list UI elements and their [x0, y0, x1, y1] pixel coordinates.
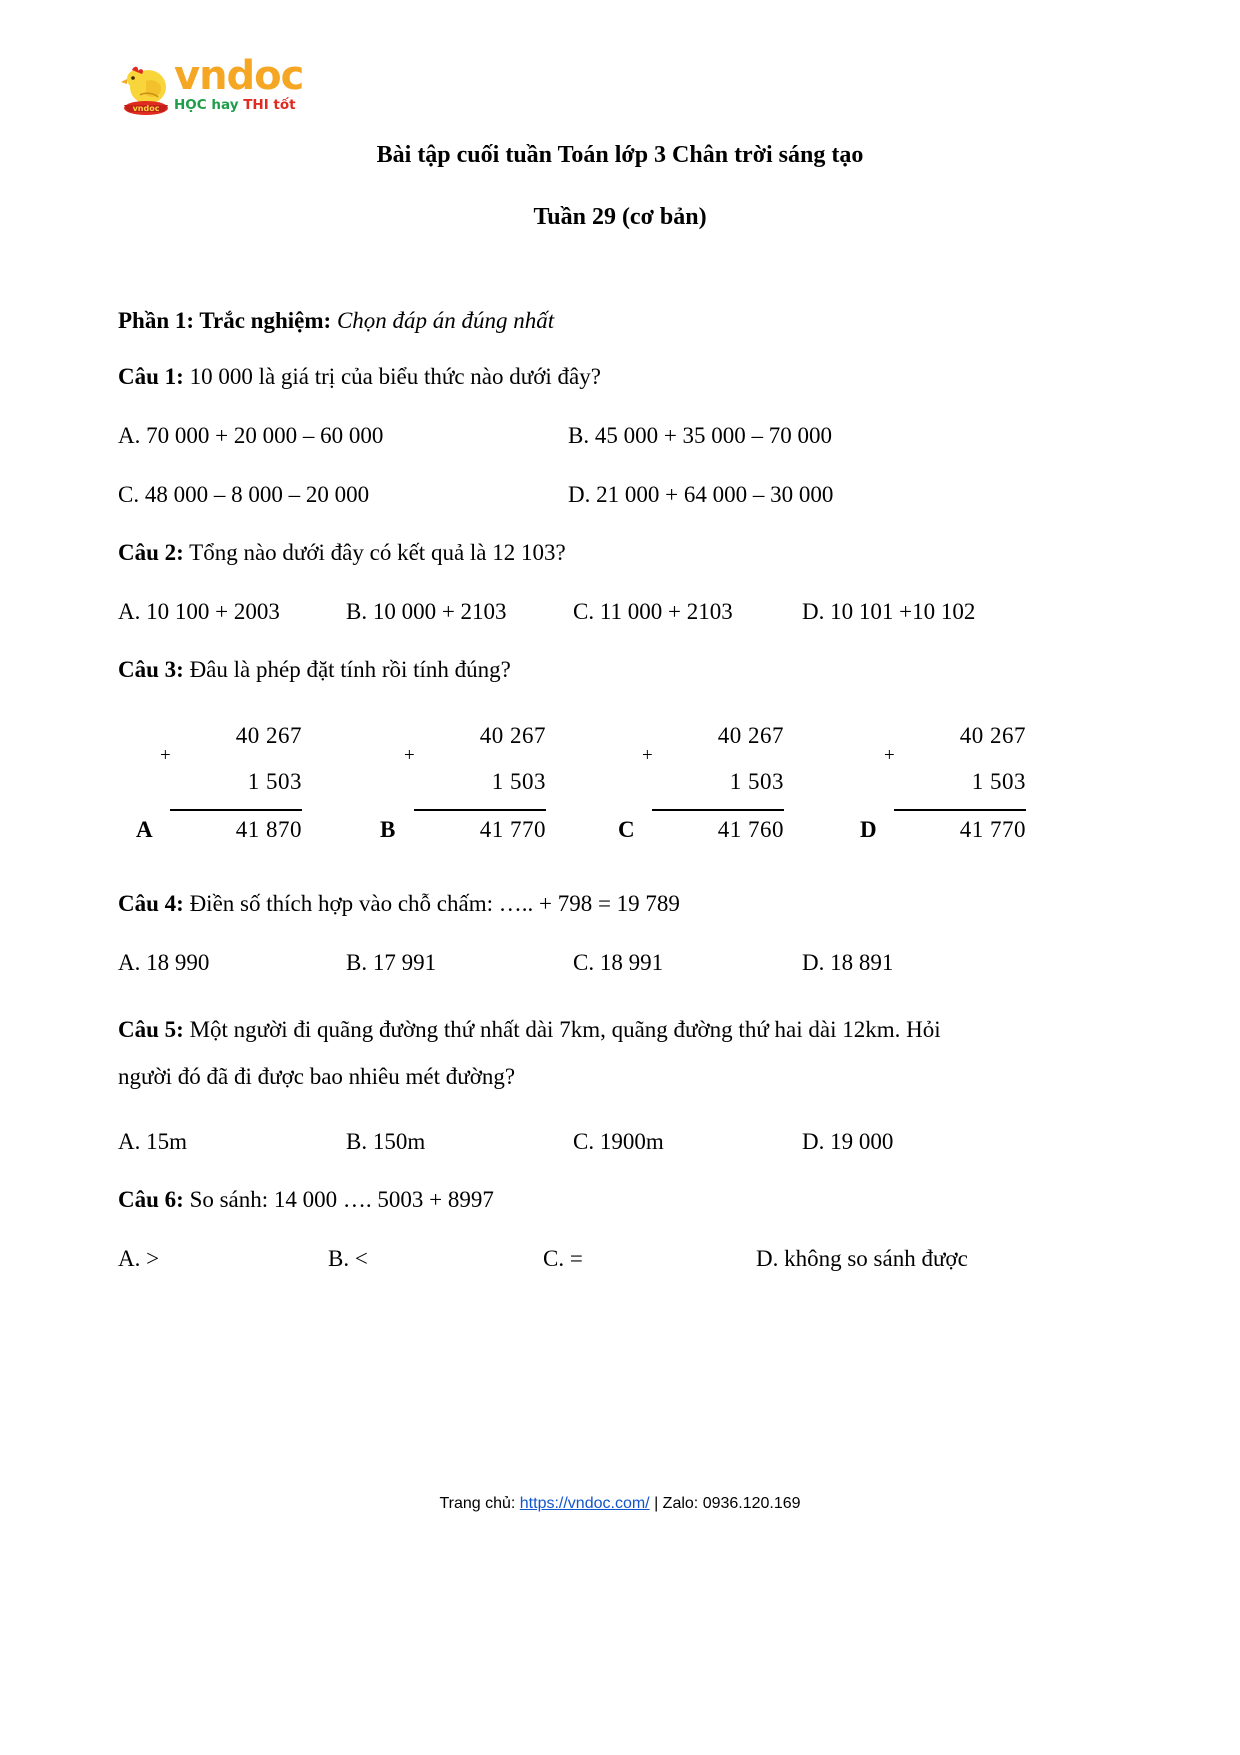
question-5-text: Một người đi quãng đường thứ nhất dài 7km, quãng đường thứ hai dài 12km. Hỏi người đó đã đi được bao nhiêu mét đường? [118, 1017, 941, 1089]
page-subtitle: Tuần 29 (cơ bản) [533, 204, 707, 230]
question-6-option-a[interactable]: A. > [118, 1246, 160, 1271]
question-6-option-b[interactable]: B. < [328, 1246, 368, 1271]
question-4-option-d[interactable]: D. 18 891 [802, 950, 894, 975]
question-6-number: Câu 6: [118, 1187, 184, 1212]
addend2-a: 1 503 [247, 769, 302, 794]
question-5-option-a[interactable]: A. 15m [118, 1129, 187, 1154]
footer-suffix: | Zalo: 0936.120.169 [649, 1495, 801, 1512]
question-6-option-c[interactable]: C. = [543, 1246, 583, 1271]
sum-rule-d [894, 809, 1026, 811]
question-5-options-row [118, 1100, 1122, 1159]
addend1-d: 40 267 [959, 723, 1026, 748]
question-4-option-c[interactable]: C. 18 991 [573, 950, 664, 975]
question-3-number: Câu 3: [118, 657, 184, 682]
question-2-option-a[interactable]: A. 10 100 + 2003 [118, 599, 280, 624]
section-heading [118, 232, 1122, 336]
question-1-options-row-2 [118, 453, 1122, 512]
question-3 [118, 629, 1122, 687]
question-1-option-b[interactable]: B. 45 000 + 35 000 – 70 000 [568, 423, 833, 448]
question-2-number: Câu 2: [118, 540, 184, 565]
sum-rule-c [652, 809, 784, 811]
question-2 [118, 512, 1122, 570]
section-label: Phần 1: Trắc nghiệm: [118, 308, 332, 333]
sum-rule-b [414, 809, 546, 811]
question-1-text: 10 000 là giá trị của biểu thức nào dưới đây? [183, 364, 601, 389]
question-1-option-a[interactable]: A. 70 000 + 20 000 – 60 000 [118, 423, 384, 448]
plus-sign-b: + [404, 745, 415, 766]
sum-label-b: B [380, 817, 396, 842]
page-footer [0, 1495, 1240, 1513]
question-4-option-b[interactable]: B. 17 991 [346, 950, 437, 975]
logo-tagline [174, 98, 308, 113]
question-1 [118, 336, 1122, 394]
question-2-options-row [118, 570, 1122, 629]
question-1-number: Câu 1: [118, 364, 184, 389]
question-1-option-c[interactable]: C. 48 000 – 8 000 – 20 000 [118, 482, 370, 507]
question-3-sum-c[interactable] [610, 713, 810, 863]
addend2-c: 1 503 [729, 769, 784, 794]
question-6-text: So sánh: 14 000 …. 5003 + 8997 [183, 1187, 494, 1212]
question-4-number: Câu 4: [118, 891, 184, 916]
question-1-options-row-1 [118, 394, 1122, 453]
addend2-d: 1 503 [971, 769, 1026, 794]
sum-label-c: C [618, 817, 635, 842]
plus-sign-a: + [160, 745, 171, 766]
sum-total-b: 41 770 [479, 817, 546, 842]
page-title: Bài tập cuối tuần Toán lớp 3 Chân trời sáng tạo [376, 142, 864, 168]
chicken-mascot-icon [118, 61, 174, 117]
mascot-badge-text: vndoc [132, 104, 160, 113]
sum-rule-a [170, 809, 302, 811]
question-6-options-row [118, 1217, 1122, 1276]
question-2-option-d[interactable]: D. 10 101 +10 102 [802, 599, 976, 624]
footer-homepage-link[interactable]: https://vndoc.com/ [519, 1495, 650, 1512]
plus-sign-c: + [642, 745, 653, 766]
question-3-text: Đâu là phép đặt tính rồi tính đúng? [183, 657, 511, 682]
question-4-text: Điền số thích hợp vào chỗ chấm: ….. + 798 = 19 789 [183, 891, 680, 916]
question-5 [118, 980, 998, 1100]
question-3-sum-group [118, 713, 1122, 863]
question-6 [118, 1159, 1122, 1217]
sum-label-d: D [860, 817, 877, 842]
question-2-text: Tổng nào dưới đây có kết quả là 12 103? [183, 540, 566, 565]
logo-tagline-red: THI tốt [243, 97, 296, 113]
sum-total-d: 41 770 [959, 817, 1026, 842]
plus-sign-d: + [884, 745, 895, 766]
question-3-sum-b[interactable] [372, 713, 572, 863]
question-5-number: Câu 5: [118, 1017, 184, 1042]
question-2-option-b[interactable]: B. 10 000 + 2103 [346, 599, 507, 624]
addend2-b: 1 503 [491, 769, 546, 794]
question-5-option-b[interactable]: B. 150m [346, 1129, 426, 1154]
question-3-sum-a[interactable] [128, 713, 328, 863]
addend1-c: 40 267 [717, 723, 784, 748]
logo-tagline-green: HỌC hay [174, 97, 244, 113]
question-5-option-d[interactable]: D. 19 000 [802, 1129, 894, 1154]
section-instruction: Chọn đáp án đúng nhất [331, 308, 555, 333]
logo-brand-text: vndoc [174, 53, 304, 99]
question-5-option-c[interactable]: C. 1900m [573, 1129, 664, 1154]
question-1-option-d[interactable]: D. 21 000 + 64 000 – 30 000 [568, 482, 834, 507]
question-4 [118, 863, 1122, 921]
vndoc-logo[interactable] [118, 55, 308, 121]
logo-text-group [174, 55, 308, 113]
question-3-sum-d[interactable] [852, 713, 1052, 863]
sum-label-a: A [136, 817, 153, 842]
addend1-b: 40 267 [479, 723, 546, 748]
question-4-options-row [118, 921, 1122, 980]
addend1-a: 40 267 [235, 723, 302, 748]
sum-total-a: 41 870 [235, 817, 302, 842]
footer-prefix: Trang chủ: [439, 1495, 520, 1512]
sum-total-c: 41 760 [717, 817, 784, 842]
question-4-option-a[interactable]: A. 18 990 [118, 950, 210, 975]
question-6-option-d[interactable]: D. không so sánh được [756, 1246, 968, 1271]
question-2-option-c[interactable]: C. 11 000 + 2103 [573, 599, 733, 624]
